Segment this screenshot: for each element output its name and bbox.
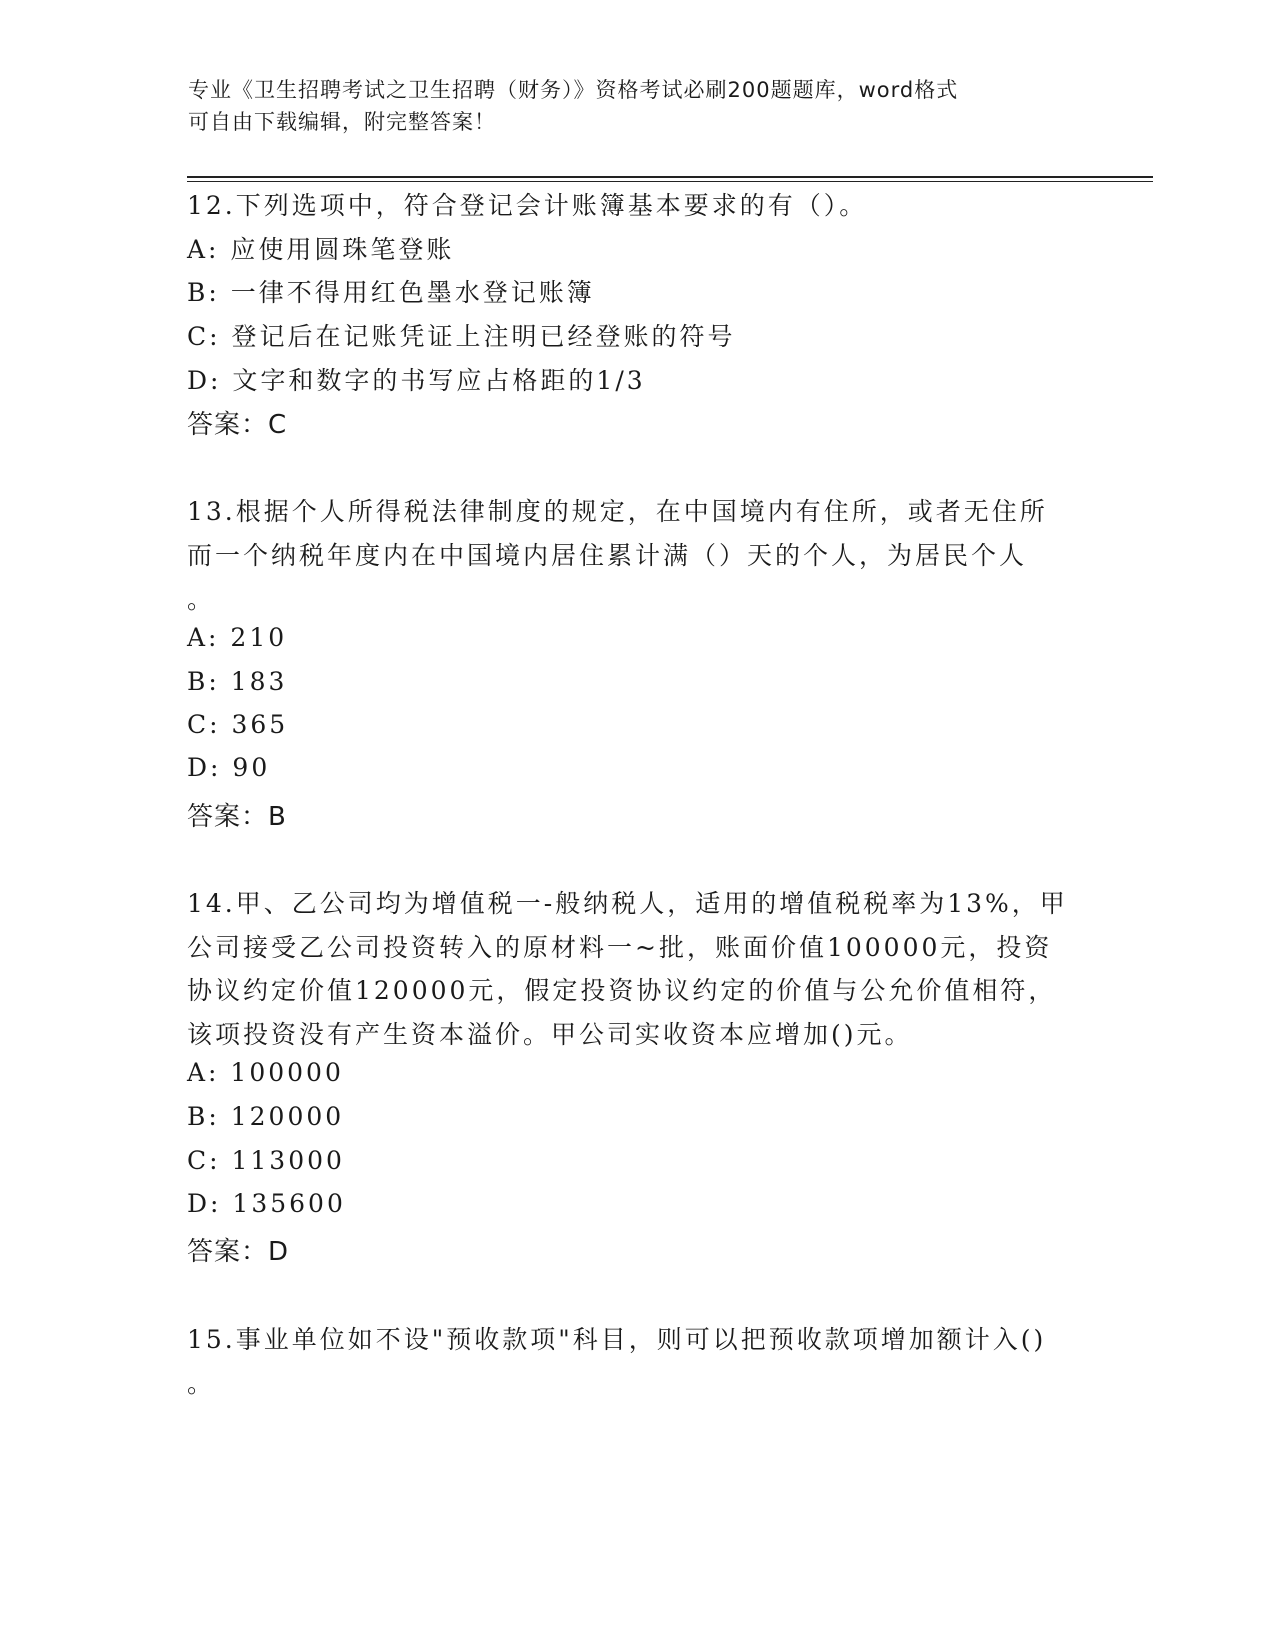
question-stem-line-1: 13.根据个人所得税法律制度的规定，在中国境内有住所，或者无住所: [187, 497, 1048, 526]
document-header: [188, 74, 1088, 138]
question-stem-line-2: 而一个纳税年度内在中国境内居住累计满（）天的个人，为居民个人: [187, 541, 1028, 570]
option-b: B: 120000: [187, 1102, 345, 1131]
option-d: D: 90: [187, 753, 271, 782]
option-d: D: 文字和数字的书写应占格距的1/3: [187, 366, 646, 395]
question-stem-line-4: 该项投资没有产生资本溢价。甲公司实收资本应增加()元。: [187, 1020, 913, 1049]
answer-label: 答案：D: [187, 1237, 290, 1267]
question-stem-line-1: 15.事业单位如不设"预收款项"科目，则可以把预收款项增加额计入(): [187, 1325, 1047, 1354]
header-divider-thick: [187, 176, 1153, 178]
question-stem-line-3: 。: [187, 585, 216, 614]
option-b: B: 一律不得用红色墨水登记账簿: [187, 278, 595, 307]
option-a: A: 应使用圆珠笔登账: [187, 235, 455, 264]
option-b: B: 183: [187, 667, 288, 696]
answer-label: 答案：B: [187, 802, 287, 832]
question-stem-line-3: 协议约定价值120000元，假定投资协议约定的价值与公允价值相符，: [187, 976, 1057, 1005]
question-stem-line-2: 公司接受乙公司投资转入的原材料一~批，账面价值100000元，投资: [187, 933, 1053, 962]
option-c: C: 365: [187, 710, 289, 739]
option-a: A: 100000: [187, 1058, 344, 1087]
header-line-1: 专业《卫生招聘考试之卫生招聘（财务）》资格考试必刷200题题库，word格式: [188, 78, 959, 102]
header-line-2: 可自由下载编辑，附完整答案！: [188, 110, 496, 134]
question-stem-line-2: 。: [187, 1369, 216, 1398]
option-a: A: 210: [187, 623, 288, 652]
question-stem-line-1: 14.甲、乙公司均为增值税一-般纳税人，适用的增值税税率为13%，甲: [187, 889, 1068, 918]
option-d: D: 135600: [187, 1189, 346, 1218]
header-divider-thin: [187, 181, 1153, 182]
option-c: C: 登记后在记账凭证上注明已经登账的符号: [187, 322, 736, 351]
question-stem: 12.下列选项中，符合登记会计账簿基本要求的有（）。: [187, 191, 868, 220]
answer-label: 答案：C: [187, 410, 288, 440]
option-c: C: 113000: [187, 1146, 345, 1175]
